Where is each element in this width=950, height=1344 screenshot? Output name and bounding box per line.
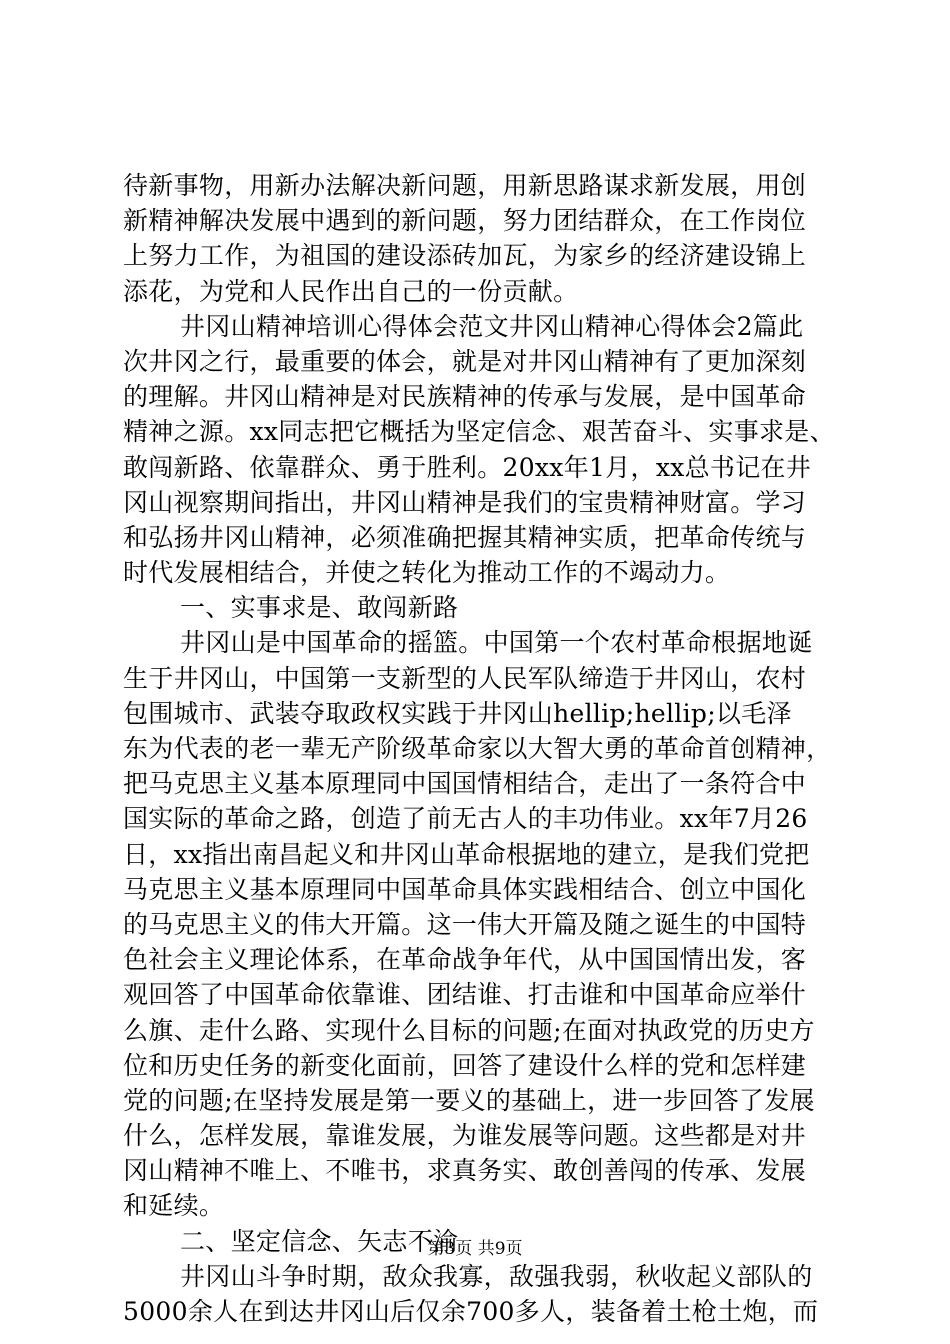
page-footer: 第3页 共9页 [427, 1239, 523, 1259]
paragraph-start-line: 井冈山斗争时期，敌众我寡，敌强我弱，秋收起义部队的 [180, 1261, 813, 1291]
paragraph-start-line: 井冈山精神培训心得体会范文井冈山精神心得体会2篇此 [180, 311, 804, 341]
text-line: 国实际的革命之路，创造了前无古人的丰功伟业。xx年7月26 [123, 804, 808, 834]
text-line: 冈山视察期间指出，井冈山精神是我们的宝贵精神财富。学习 [123, 487, 807, 517]
text-line: 和延续。 [123, 1191, 225, 1221]
text-line: 色社会主义理论体系，在革命战争年代，从中国国情出发，客 [123, 945, 807, 975]
text-line: 上努力工作，为祖国的建设添砖加瓦，为家乡的经济建设锦上 [123, 241, 807, 271]
text-line: 观回答了中国革命依靠谁、团结谁、打击谁和中国革命应举什 [123, 980, 807, 1010]
paragraph-start-line: 一、实事求是、敢闯新路 [180, 593, 459, 623]
text-line: 新精神解决发展中遇到的新问题，努力团结群众，在工作岗位 [123, 206, 807, 236]
paragraph-start-line: 井冈山是中国革命的摇篮。中国第一个农村革命根据地诞 [180, 628, 813, 658]
text-line: 把马克思主义基本原理同中国国情相结合，走出了一条符合中 [123, 769, 807, 799]
text-line: 次井冈之行，最重要的体会，就是对井冈山精神有了更加深刻 [123, 346, 807, 376]
text-line: 敢闯新路、依靠群众、勇于胜利。20xx年1月，xx总书记在井 [123, 452, 812, 482]
text-line: 生于井冈山，中国第一支新型的人民军队缔造于井冈山，农村 [123, 663, 807, 693]
text-line: 待新事物，用新办法解决新问题，用新思路谋求新发展，用创 [123, 171, 807, 200]
paragraph-start-line: 二、坚定信念、矢志不渝 [180, 1226, 459, 1256]
text-line: 的理解。井冈山精神是对民族精神的传承与发展，是中国革命 [123, 382, 807, 412]
document-body [123, 168, 835, 1329]
text-line: 和弘扬井冈山精神，必须准确把握其精神实质，把革命传统与 [123, 522, 807, 552]
text-line: 马克思主义基本原理同中国革命具体实践相结合、创立中国化 [123, 874, 807, 904]
text-line: 包围城市、武装夺取政权实践于井冈山hellip;hellip;以毛泽 [123, 698, 792, 728]
text-line: 精神之源。xx同志把它概括为坚定信念、艰苦奋斗、实事求是、 [123, 417, 835, 447]
text-line: 党的问题;在坚持发展是第一要义的基础上，进一步回答了发展 [123, 1085, 815, 1115]
text-line: 5000余人在到达井冈山后仅余700多人，装备着土枪土炮，而 [123, 1297, 819, 1326]
text-line: 的马克思主义的伟大开篇。这一伟大开篇及随之诞生的中国特 [123, 909, 807, 939]
text-line: 添花，为党和人民作出自己的一份贡献。 [123, 276, 579, 306]
text-line: 时代发展相结合，并使之转化为推动工作的不竭动力。 [123, 558, 731, 588]
text-line: 日，xx指出南昌起义和井冈山革命根据地的建立，是我们党把 [123, 839, 810, 869]
text-line: 什么，怎样发展，靠谁发展，为谁发展等问题。这些都是对井 [123, 1121, 807, 1151]
text-line: 么旗、走什么路、实现什么目标的问题;在面对执政党的历史方 [123, 1015, 815, 1045]
text-line: 冈山精神不唯上、不唯书，求真务实、敢创善闯的传承、发展 [123, 1156, 807, 1186]
text-line: 位和历史任务的新变化面前，回答了建设什么样的党和怎样建 [123, 1050, 807, 1080]
text-line: 东为代表的老一辈无产阶级革命家以大智大勇的革命首创精神， [123, 734, 832, 763]
